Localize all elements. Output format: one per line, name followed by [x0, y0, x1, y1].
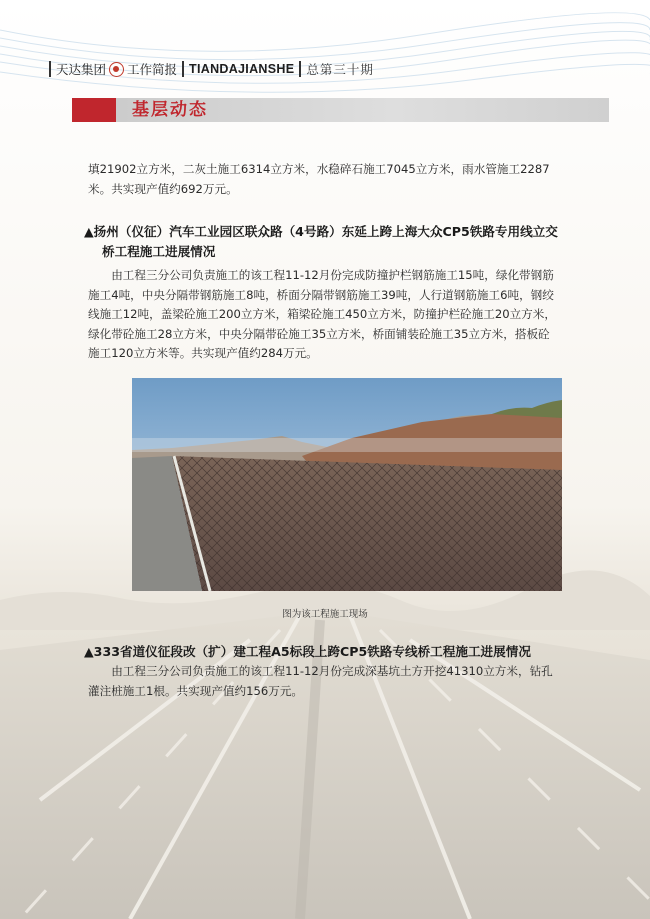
text-line: 由工程三分公司负责施工的该工程11-12月份完成防撞护栏钢筋施工15吨，绿化带钢筋 — [111, 268, 554, 282]
section-accent-block — [72, 98, 116, 122]
article-2-body — [88, 662, 588, 701]
photo-caption: 图为该工程施工现场 — [282, 609, 368, 620]
article-2-title — [84, 642, 598, 662]
text-line: 线施工12吨，盖梁砼施工200立方米，箱梁砼施工450立方米，防撞护栏砼施工20立方米， — [88, 307, 556, 321]
text-line: 米。共实现产值约692万元。 — [88, 181, 238, 196]
page-header — [44, 58, 374, 80]
construction-site-image — [132, 378, 562, 591]
text-line: 填21902立方米，二灰土施工6314立方米，水稳碎石施工7045立方米，雨水管施工2287 — [88, 162, 550, 176]
article-1-title — [84, 222, 598, 262]
construction-site-photo — [132, 378, 562, 591]
article-1-body — [88, 266, 588, 364]
article-title-line: 桥工程施工进展情况 — [102, 244, 216, 259]
text-line: 施工120立方米等。共实现产值约284万元。 — [88, 346, 318, 360]
section-title-band — [72, 98, 609, 122]
text-line: 施工4吨，中央分隔带钢筋施工8吨，桥面分隔带钢筋施工39吨，人行道钢筋施工6吨，钢绞 — [88, 287, 554, 302]
company-name: 天达集团 — [56, 62, 107, 77]
article-title-line: ▲333省道仪征段改（扩）建工程A5标段上跨CP5铁路专线桥工程施工进展情况 — [84, 644, 531, 659]
company-logo-icon — [109, 62, 124, 77]
header-divider — [299, 61, 301, 77]
issue-number: 总第三十期 — [306, 62, 374, 77]
header-divider — [182, 61, 184, 77]
article-title-line: ▲扬州（仪征）汽车工业园区联众路（4号路）东延上跨上海大众CP5铁路专用线立交 — [84, 224, 558, 239]
intro-paragraph — [88, 160, 588, 199]
text-line: 灌注桩施工1根。共实现产值约156万元。 — [88, 683, 304, 698]
bulletin-name: 工作简报 — [127, 62, 178, 77]
brand-name: TIANDAJIANSHE — [189, 62, 295, 76]
text-line: 绿化带砼施工28立方米，中央分隔带砼施工35立方米，桥面铺装砼施工35立方米，搭板砼 — [88, 326, 550, 341]
text-line: 由工程三分公司负责施工的该工程11-12月份完成深基坑土方开挖41310立方米，钻孔 — [111, 664, 553, 678]
header-divider — [49, 61, 51, 77]
section-title: 基层动态 — [132, 100, 208, 120]
